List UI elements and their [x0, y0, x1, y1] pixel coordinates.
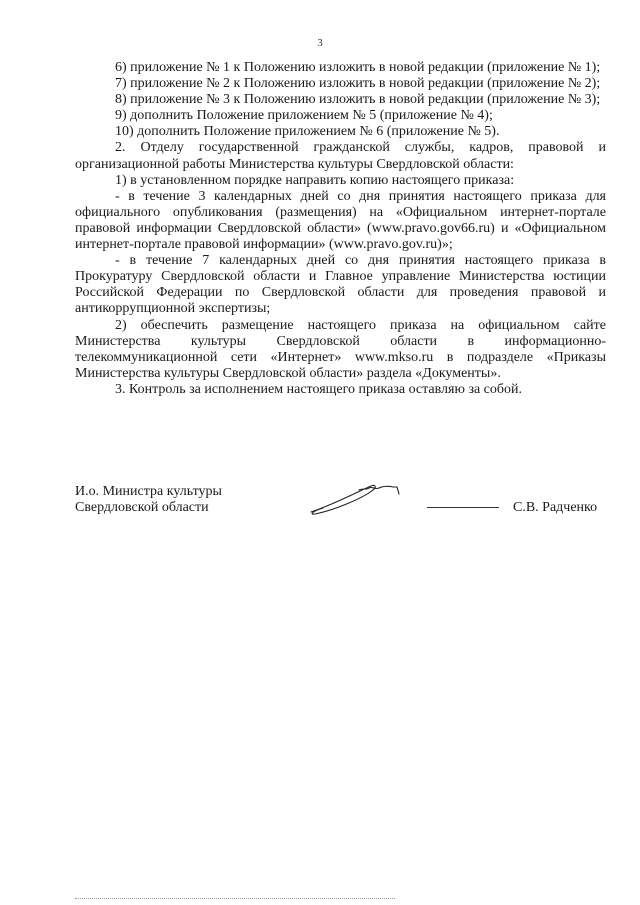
signatory-title — [75, 484, 222, 516]
scan-bottom-edge — [75, 898, 395, 900]
signatory-name: С.В. Радченко — [513, 500, 598, 515]
paragraph-item-8: 8) приложение № 3 к Положению изложить в новой редакции (приложение № 3); — [115, 92, 601, 108]
page-number: 3 — [317, 37, 323, 49]
document-body — [75, 60, 606, 398]
paragraph-item-6: 6) приложение № 1 к Положению изложить в новой редакции (приложение № 1); — [115, 60, 601, 75]
paragraph-item-7: 7) приложение № 2 к Положению изложить в новой редакции (приложение № 2); — [115, 76, 601, 92]
signatory-title-line-2: Свердловской области — [75, 500, 209, 515]
paragraph-dash-7-days: - в течение 7 календарных дней со дня принятия настоящего приказа в Прокуратуру Свердловской области и Главное управление Министерства юстиции Российской Федерации по Свердловской области для проведения правовой и антикоррупционной экспертизы; — [75, 253, 606, 317]
signature-block — [75, 484, 606, 524]
paragraph-dash-3-days: - в течение 3 календарных дней со дня принятия настоящего приказа для официального опубликования (размещения) на «Официальном интернет-портале правовой информации Свердловской области» (www.pravo.gov66.ru) и «Официальном интернет-портале правовой информации» (www.pravo.gov.ru)»; — [75, 188, 606, 253]
signatory-title-line-1: И.о. Министра культуры — [75, 484, 222, 499]
signature-underline — [427, 507, 499, 508]
handwritten-signature — [305, 478, 415, 518]
paragraph-item-10: 10) дополнить Положение приложением № 6 (приложение № 5). — [115, 124, 500, 140]
paragraph-section-3: 3. Контроль за исполнением настоящего приказа оставляю за собой. — [115, 381, 523, 397]
paragraph-subitem-2: 2) обеспечить размещение настоящего приказа на официальном сайте Министерства культуры Свердловской области в информационно-телекоммуникационной сети «Интернет» www.mkso.ru в подразделе «Приказы Министерства культуры Свердловской области» раздела «Документы». — [75, 317, 606, 381]
paragraph-subitem-1: 1) в установленном порядке направить копию настоящего приказа: — [115, 172, 515, 188]
paragraph-item-9: 9) дополнить Положение приложением № 5 (приложение № 4); — [115, 108, 493, 124]
paragraph-section-2: 2. Отделу государственной гражданской службы, кадров, правовой и организационной работы Министерства культуры Свердловской области: — [75, 140, 606, 172]
